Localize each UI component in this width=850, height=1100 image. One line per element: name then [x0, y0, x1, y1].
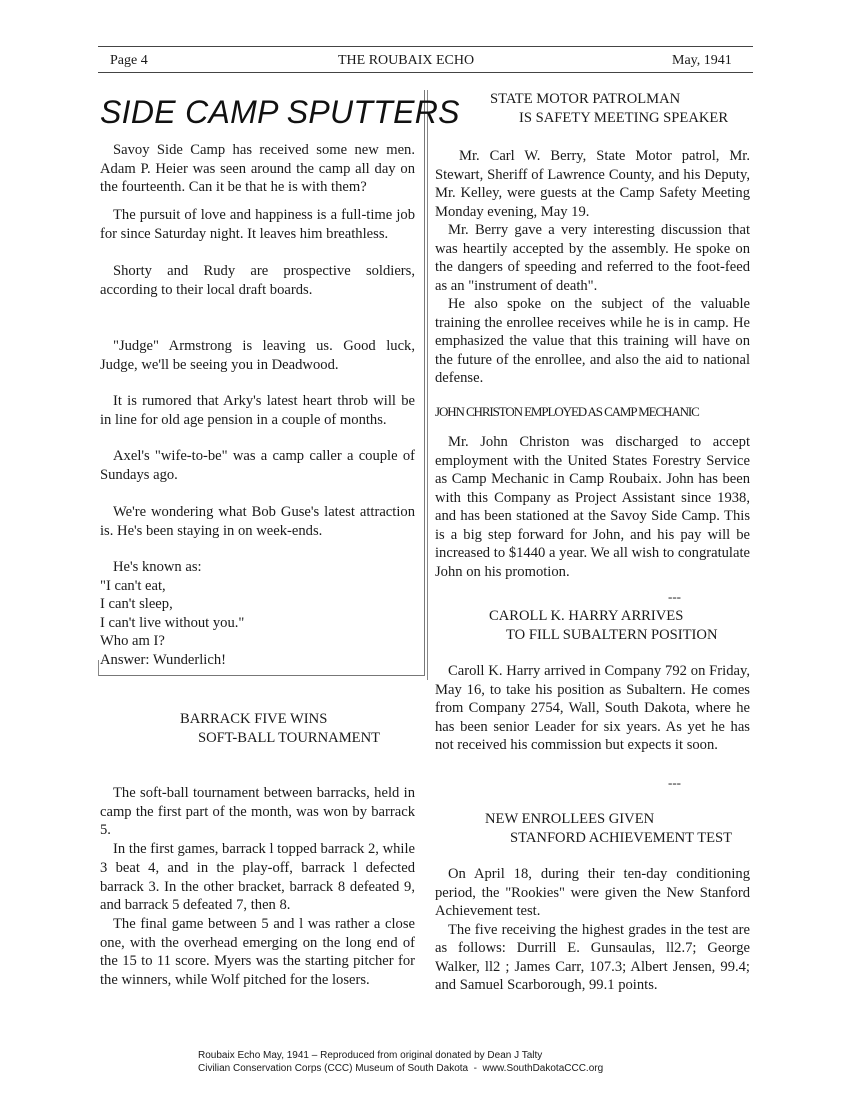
masthead-top-rule: [98, 46, 753, 47]
harry-heading-1: CAROLL K. HARRY ARRIVES: [489, 608, 684, 624]
patrolman-heading-1: STATE MOTOR PATROLMAN: [490, 91, 681, 107]
page-number: Page 4: [110, 53, 148, 68]
side-camp-item: "Judge" Armstrong is leaving us. Good luck, Judge, we'll be seeing you in Deadwood.: [100, 338, 415, 373]
masthead-bottom-rule: [98, 72, 753, 73]
riddle-poem: He's known as: "I can't eat, I can't sleep, I can't live without you." Who am I? Answer: Wunderlich!: [100, 559, 245, 668]
christon-heading: JOHN CHRISTON EMPLOYED AS CAMP MECHANIC: [435, 404, 699, 419]
harry-article: Caroll K. Harry arrived in Company 792 on Friday, May 16, to take his position as Subaltern. He comes from Company 2754, Wall, South Dakota, where he has been senior Leader for six years. As yet he has not received his commission but expects it soon.: [435, 663, 750, 753]
newspaper-name: THE ROUBAIX ECHO: [338, 53, 475, 68]
barrack-article: The soft-ball tournament between barracks, held in camp the first part of the month, was won by barrack 5. In the first games, barrack l topped barrack 2, while 3 beat 4, and in the play-off, barrack l defected barrack 3. In the other bracket, barrack 8 defeated 9, and barrack 5 defeated 7, then 8. The final game between 5 and l was rather a close one, with the overhead emerging on the long end of the 15 to 11 score. Myers was the starting pitcher for the winners, while Wolf pitched for the losers.: [100, 785, 415, 989]
harry-heading-2: TO FILL SUBALTERN POSITION: [506, 627, 718, 643]
separator: ---: [668, 775, 681, 790]
side-camp-item: Savoy Side Camp has received some new men. Adam P. Heier was seen around the camp all day on the fourteenth. Can it be that he is with them?: [100, 142, 415, 195]
side-camp-item: Shorty and Rudy are prospective soldiers, according to their local draft boards.: [100, 263, 415, 298]
side-camp-title: SIDE CAMP SPUTTERS: [100, 94, 460, 130]
footer-credit: Roubaix Echo May, 1941 – Reproduced from original donated by Dean J Talty: [198, 1050, 543, 1061]
side-camp-item: The pursuit of love and happiness is a full-time job for since Saturday night. It leaves him breathless.: [100, 207, 415, 242]
enrollees-heading-1: NEW ENROLLEES GIVEN: [485, 811, 655, 827]
christon-article: Mr. John Christon was discharged to accept employment with the United States Forestry Service as Camp Mechanic in Camp Roubaix. John has been with this Company as Project Assistant since 1938, and has been stationed at the Savoy Side Camp. This is a big step forward for John, and his pay will be increased to $1440 a year. We all wish to congratulate John on his promotion.: [435, 434, 750, 580]
footer-museum: Civilian Conservation Corps (CCC) Museum of South Dakota - www.SouthDakotaCCC.org: [198, 1063, 604, 1074]
barrack-heading-2: SOFT-BALL TOURNAMENT: [198, 730, 381, 746]
box-left-edge: [98, 660, 99, 676]
barrack-heading-1: BARRACK FIVE WINS: [180, 711, 328, 727]
patrolman-heading-2: IS SAFETY MEETING SPEAKER: [519, 110, 729, 126]
enrollees-article: On April 18, during their ten-day conditioning period, the "Rookies" were given the New Stanford Achievement test. The five receiving the highest grades in the test are as follows: Durrill E. Gunsaulas, ll2.7; George Walker, ll2 ; James Carr, 107.3; Albert Jensen, 99.4; and Samuel Scarborough, 99.1 points.: [435, 866, 750, 993]
column-divider: [427, 90, 428, 680]
separator: ---: [668, 589, 681, 604]
side-camp-item: We're wondering what Bob Guse's latest attraction is. He's been staying in on week-ends.: [100, 504, 415, 539]
issue-date: May, 1941: [672, 53, 732, 68]
enrollees-heading-2: STANFORD ACHIEVEMENT TEST: [510, 830, 733, 846]
patrolman-article: Mr. Carl W. Berry, State Motor patrol, Mr. Stewart, Sheriff of Lawrence County, and his Deputy, Mr. Kelley, were guests at the Camp Safety Meeting Monday evening, May 19. Mr. Berry gave a very interesting discussion that was heartily accepted by the assembly. He spoke on the dangers of speeding and referred to the foot-feed as an "instrument of death". He also spoke on the subject of the valuable training the enrollee receives while he is in camp. He emphasized the value that this training will have on the future of the enrollee, and also the aid to national defense.: [435, 148, 750, 386]
side-camp-item: Axel's "wife-to-be" was a camp caller a couple of Sundays ago.: [100, 448, 415, 483]
side-camp-item: It is rumored that Arky's latest heart throb will be in line for old age pension in a couple of months.: [100, 393, 415, 428]
